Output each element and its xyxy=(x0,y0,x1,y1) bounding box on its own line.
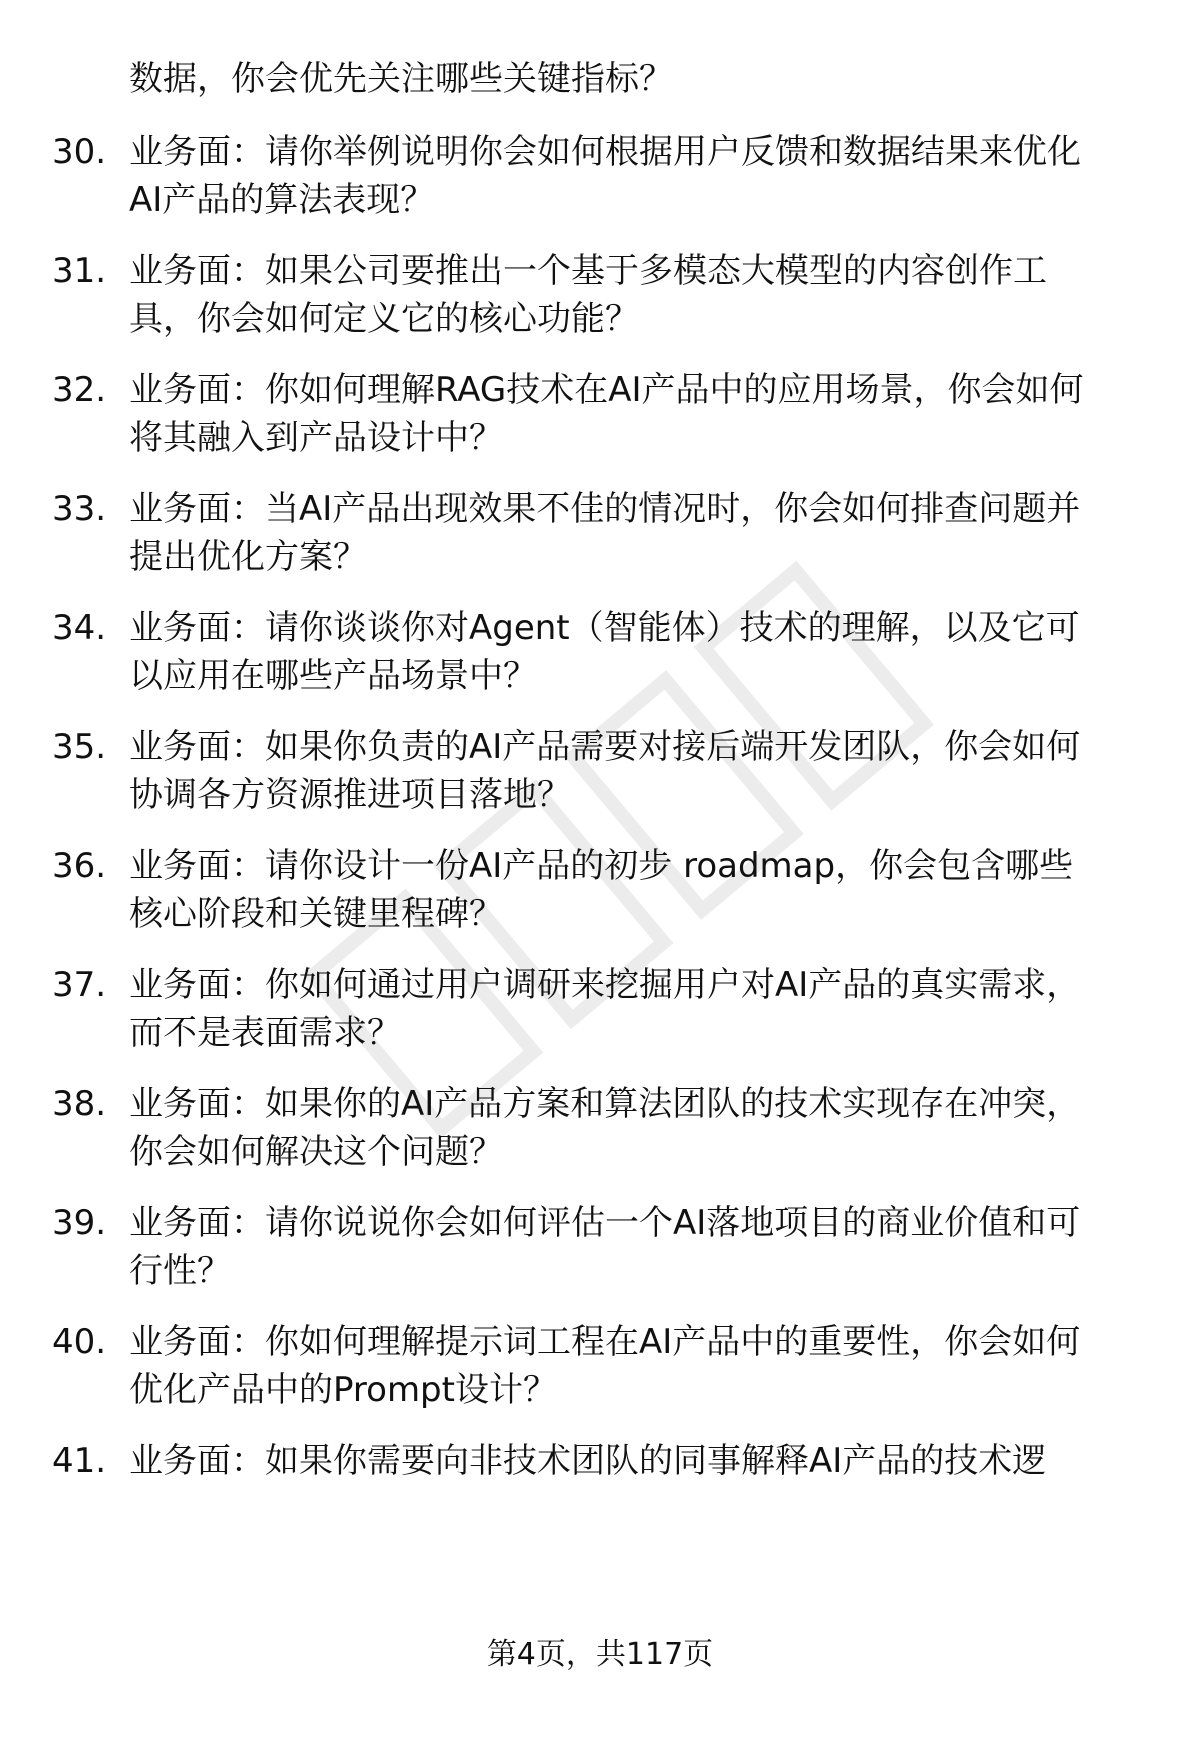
question-text-line2: 将其融入到产品设计中？ xyxy=(129,418,503,458)
question-text-line2: 核心阶段和关键里程碑？ xyxy=(129,894,503,934)
question-number: 41. xyxy=(52,1441,107,1481)
question-number: 33. xyxy=(52,489,107,529)
question-number: 38. xyxy=(52,1084,107,1124)
question-text-line1: 业务面：当AI产品出现效果不佳的情况时，你会如何排查问题并 xyxy=(129,489,1081,529)
question-text-line2: 而不是表面需求？ xyxy=(129,1013,401,1053)
question-text-line2: 具，你会如何定义它的核心功能？ xyxy=(129,299,639,339)
question-text-line2: 以应用在哪些产品场景中？ xyxy=(129,656,537,696)
question-text-line1: 业务面：如果公司要推出一个基于多模态大模型的内容创作工 xyxy=(129,251,1047,291)
question-number: 37. xyxy=(52,965,107,1005)
question-text-line1: 业务面：请你谈谈你对Agent（智能体）技术的理解，以及它可 xyxy=(129,608,1080,648)
question-text-line2: 你会如何解决这个问题？ xyxy=(129,1132,503,1172)
question-text-line1: 业务面：你如何通过用户调研来挖掘用户对AI产品的真实需求， xyxy=(129,965,1081,1005)
question-number: 39. xyxy=(52,1203,107,1243)
question-text-line1: 业务面：如果你需要向非技术团队的同事解释AI产品的技术逻 xyxy=(129,1441,1047,1481)
question-number: 30. xyxy=(52,132,107,172)
question-number: 34. xyxy=(52,608,107,648)
question-text-line1: 业务面：如果你的AI产品方案和算法团队的技术实现存在冲突， xyxy=(129,1084,1081,1124)
continuation-line: 数据，你会优先关注哪些关键指标？ xyxy=(129,59,673,99)
question-text-line1: 业务面：请你设计一份AI产品的初步 roadmap，你会包含哪些 xyxy=(129,846,1074,886)
question-text-line1: 业务面：你如何理解提示词工程在AI产品中的重要性，你会如何 xyxy=(129,1322,1081,1362)
question-text-line1: 业务面：你如何理解RAG技术在AI产品中的应用场景，你会如何 xyxy=(129,370,1084,410)
question-text-line1: 业务面：请你说说你会如何评估一个AI落地项目的商业价值和可 xyxy=(129,1203,1081,1243)
question-number: 40. xyxy=(52,1322,107,1362)
question-text-line1: 业务面：如果你负责的AI产品需要对接后端开发团队，你会如何 xyxy=(129,727,1081,767)
question-number: 35. xyxy=(52,727,107,767)
question-text-line2: 协调各方资源推进项目落地？ xyxy=(129,775,571,815)
question-text-line1: 业务面：请你举例说明你会如何根据用户反馈和数据结果来优化 xyxy=(129,132,1081,172)
page-footer: 第4页，共117页 xyxy=(486,1637,714,1672)
question-text-line2: 行性？ xyxy=(129,1251,231,1291)
question-text-line2: AI产品的算法表现？ xyxy=(129,180,435,220)
question-text-line2: 提出优化方案？ xyxy=(129,537,367,577)
question-number: 32. xyxy=(52,370,107,410)
question-text-line2: 优化产品中的Prompt设计？ xyxy=(129,1370,557,1410)
question-number: 36. xyxy=(52,846,107,886)
question-number: 31. xyxy=(52,251,107,291)
